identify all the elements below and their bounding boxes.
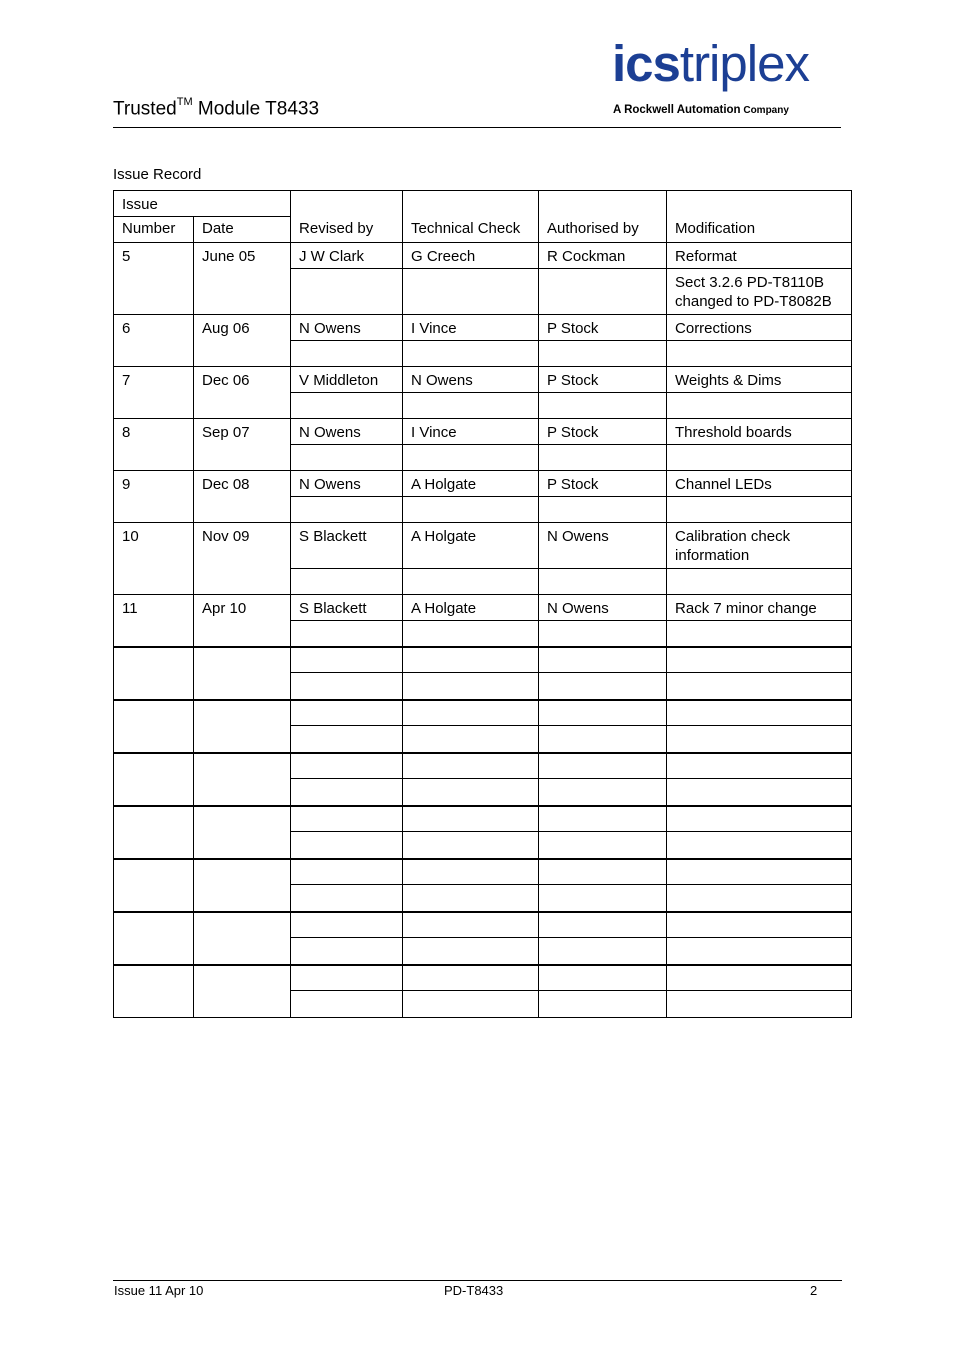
cell-modification [667, 393, 852, 419]
cell-revised-by [291, 700, 403, 726]
table-row [114, 595, 852, 621]
cell-authorised-by: P Stock [539, 471, 667, 497]
cell-authorised-by [539, 269, 667, 315]
cell-modification: Rack 7 minor change [667, 595, 852, 621]
cell-technical-check [403, 700, 539, 726]
table-row [114, 471, 852, 497]
cell-revised-by [291, 269, 403, 315]
cell-technical-check [403, 965, 539, 991]
cell-technical-check [403, 269, 539, 315]
cell-technical-check [403, 779, 539, 806]
cell-technical-check [403, 621, 539, 647]
cell-modification [667, 569, 852, 595]
trademark-superscript: TM [176, 96, 193, 108]
cell-revised-by: S Blackett [291, 523, 403, 569]
header-revised-by: Revised by [291, 217, 403, 243]
cell-authorised-by [539, 779, 667, 806]
cell-modification [667, 673, 852, 700]
cell-modification [667, 700, 852, 726]
cell-technical-check [403, 912, 539, 938]
cell-modification [667, 779, 852, 806]
cell-modification [667, 621, 852, 647]
cell-technical-check [403, 832, 539, 859]
cell-revised-by [291, 885, 403, 912]
cell-modification [667, 965, 852, 991]
cell-modification: Corrections [667, 315, 852, 341]
cell-revised-by [291, 991, 403, 1018]
cell-authorised-by [539, 965, 667, 991]
logo-brand-light: triplex [679, 35, 809, 92]
table-row [114, 700, 852, 726]
cell-authorised-by: R Cockman [539, 243, 667, 269]
cell-revised-by [291, 779, 403, 806]
header-blank-cell [291, 191, 403, 217]
cell-technical-check [403, 569, 539, 595]
cell-modification: Sect 3.2.6 PD-T8110B changed to PD-T8082B [667, 269, 852, 315]
cell-technical-check [403, 393, 539, 419]
cell-authorised-by [539, 647, 667, 673]
cell-modification [667, 726, 852, 753]
cell-revised-by [291, 621, 403, 647]
cell-authorised-by [539, 806, 667, 832]
table-row [114, 859, 852, 885]
footer-issue: Issue 11 Apr 10 [114, 1283, 204, 1298]
cell-authorised-by [539, 393, 667, 419]
header-issue: Issue [114, 191, 291, 217]
cell-revised-by [291, 393, 403, 419]
cell-technical-check: I Vince [403, 419, 539, 445]
cell-authorised-by [539, 885, 667, 912]
cell-revised-by: N Owens [291, 315, 403, 341]
cell-technical-check: G Creech [403, 243, 539, 269]
cell-number [114, 859, 194, 912]
cell-technical-check [403, 806, 539, 832]
cell-number [114, 753, 194, 806]
table-header-row [114, 191, 852, 217]
cell-revised-by [291, 938, 403, 965]
cell-authorised-by [539, 497, 667, 523]
header-divider [113, 127, 841, 128]
cell-date [194, 700, 291, 753]
cell-technical-check: A Holgate [403, 595, 539, 621]
cell-number: 6 [114, 315, 194, 367]
cell-modification: Weights & Dims [667, 367, 852, 393]
header-modification: Modification [667, 191, 852, 243]
table-row [114, 647, 852, 673]
cell-modification [667, 341, 852, 367]
cell-number: 11 [114, 595, 194, 647]
cell-modification [667, 647, 852, 673]
cell-date [194, 753, 291, 806]
cell-date [194, 912, 291, 965]
cell-number: 8 [114, 419, 194, 471]
cell-number [114, 965, 194, 1018]
section-label: Issue Record [113, 166, 202, 183]
cell-authorised-by [539, 445, 667, 471]
cell-revised-by [291, 753, 403, 779]
cell-technical-check [403, 497, 539, 523]
table-row [114, 523, 852, 569]
footer-divider [113, 1280, 842, 1281]
cell-authorised-by [539, 341, 667, 367]
cell-authorised-by: N Owens [539, 595, 667, 621]
title-suffix: Module T8433 [192, 98, 320, 120]
cell-revised-by: N Owens [291, 419, 403, 445]
cell-authorised-by [539, 991, 667, 1018]
cell-revised-by: V Middleton [291, 367, 403, 393]
cell-modification [667, 753, 852, 779]
cell-modification: Calibration check information [667, 523, 852, 569]
cell-technical-check: A Holgate [403, 523, 539, 569]
cell-technical-check [403, 673, 539, 700]
cell-modification: Channel LEDs [667, 471, 852, 497]
cell-authorised-by [539, 753, 667, 779]
cell-authorised-by [539, 726, 667, 753]
cell-revised-by [291, 673, 403, 700]
header-technical-check: Technical Check [403, 191, 539, 243]
cell-authorised-by [539, 912, 667, 938]
logo-wordmark [612, 35, 809, 92]
cell-modification [667, 445, 852, 471]
cell-authorised-by: P Stock [539, 315, 667, 341]
table-row [114, 315, 852, 341]
cell-authorised-by [539, 673, 667, 700]
cell-technical-check [403, 341, 539, 367]
footer-doc-id: PD-T8433 [444, 1283, 504, 1298]
cell-date [194, 965, 291, 1018]
cell-modification [667, 806, 852, 832]
cell-revised-by [291, 341, 403, 367]
cell-revised-by [291, 497, 403, 523]
header-date: Date [194, 217, 291, 243]
cell-authorised-by [539, 832, 667, 859]
cell-revised-by [291, 806, 403, 832]
cell-technical-check [403, 647, 539, 673]
cell-revised-by [291, 965, 403, 991]
cell-number [114, 912, 194, 965]
cell-modification [667, 832, 852, 859]
cell-modification [667, 497, 852, 523]
cell-number: 5 [114, 243, 194, 315]
cell-technical-check: I Vince [403, 315, 539, 341]
cell-date [194, 806, 291, 859]
cell-date: Aug 06 [194, 315, 291, 367]
issue-record-table [113, 190, 852, 1018]
cell-date: Apr 10 [194, 595, 291, 647]
cell-authorised-by [539, 569, 667, 595]
table-row [114, 806, 852, 832]
logo-tagline-main: A Rockwell Automation [613, 104, 741, 116]
cell-modification [667, 859, 852, 885]
cell-revised-by [291, 859, 403, 885]
cell-technical-check: A Holgate [403, 471, 539, 497]
cell-number: 7 [114, 367, 194, 419]
cell-technical-check [403, 726, 539, 753]
cell-date: Nov 09 [194, 523, 291, 595]
cell-revised-by [291, 832, 403, 859]
table-row [114, 753, 852, 779]
cell-number [114, 700, 194, 753]
company-logo [612, 35, 844, 120]
cell-authorised-by [539, 938, 667, 965]
cell-revised-by [291, 569, 403, 595]
cell-number [114, 806, 194, 859]
title-prefix: Trusted [113, 98, 177, 120]
cell-date [194, 647, 291, 700]
table-row [114, 367, 852, 393]
cell-technical-check [403, 753, 539, 779]
cell-technical-check [403, 938, 539, 965]
cell-revised-by: J W Clark [291, 243, 403, 269]
cell-number [114, 647, 194, 700]
cell-revised-by [291, 445, 403, 471]
cell-technical-check [403, 885, 539, 912]
cell-revised-by [291, 726, 403, 753]
cell-technical-check [403, 859, 539, 885]
cell-revised-by [291, 647, 403, 673]
cell-number: 9 [114, 471, 194, 523]
cell-authorised-by [539, 621, 667, 647]
cell-date [194, 859, 291, 912]
logo-brand-bold: ics [612, 35, 680, 92]
cell-modification [667, 912, 852, 938]
logo-tagline [613, 104, 789, 116]
cell-authorised-by [539, 700, 667, 726]
cell-modification [667, 991, 852, 1018]
cell-technical-check: N Owens [403, 367, 539, 393]
cell-authorised-by [539, 859, 667, 885]
cell-modification [667, 938, 852, 965]
logo-tagline-small: Company [740, 105, 789, 116]
cell-revised-by: S Blackett [291, 595, 403, 621]
cell-revised-by [291, 912, 403, 938]
table-row [114, 243, 852, 269]
header-authorised-by: Authorised by [539, 191, 667, 243]
cell-modification [667, 885, 852, 912]
cell-technical-check [403, 445, 539, 471]
cell-modification: Reformat [667, 243, 852, 269]
cell-authorised-by: N Owens [539, 523, 667, 569]
cell-authorised-by: P Stock [539, 419, 667, 445]
table-row [114, 965, 852, 991]
table-row [114, 912, 852, 938]
cell-revised-by: N Owens [291, 471, 403, 497]
footer-page-number: 2 [810, 1283, 818, 1298]
cell-number: 10 [114, 523, 194, 595]
document-title [113, 98, 319, 120]
header-number: Number [114, 217, 194, 243]
cell-date: Dec 08 [194, 471, 291, 523]
table-row [114, 419, 852, 445]
cell-authorised-by: P Stock [539, 367, 667, 393]
cell-modification: Threshold boards [667, 419, 852, 445]
cell-date: Sep 07 [194, 419, 291, 471]
cell-technical-check [403, 991, 539, 1018]
cell-date: Dec 06 [194, 367, 291, 419]
cell-date: June 05 [194, 243, 291, 315]
